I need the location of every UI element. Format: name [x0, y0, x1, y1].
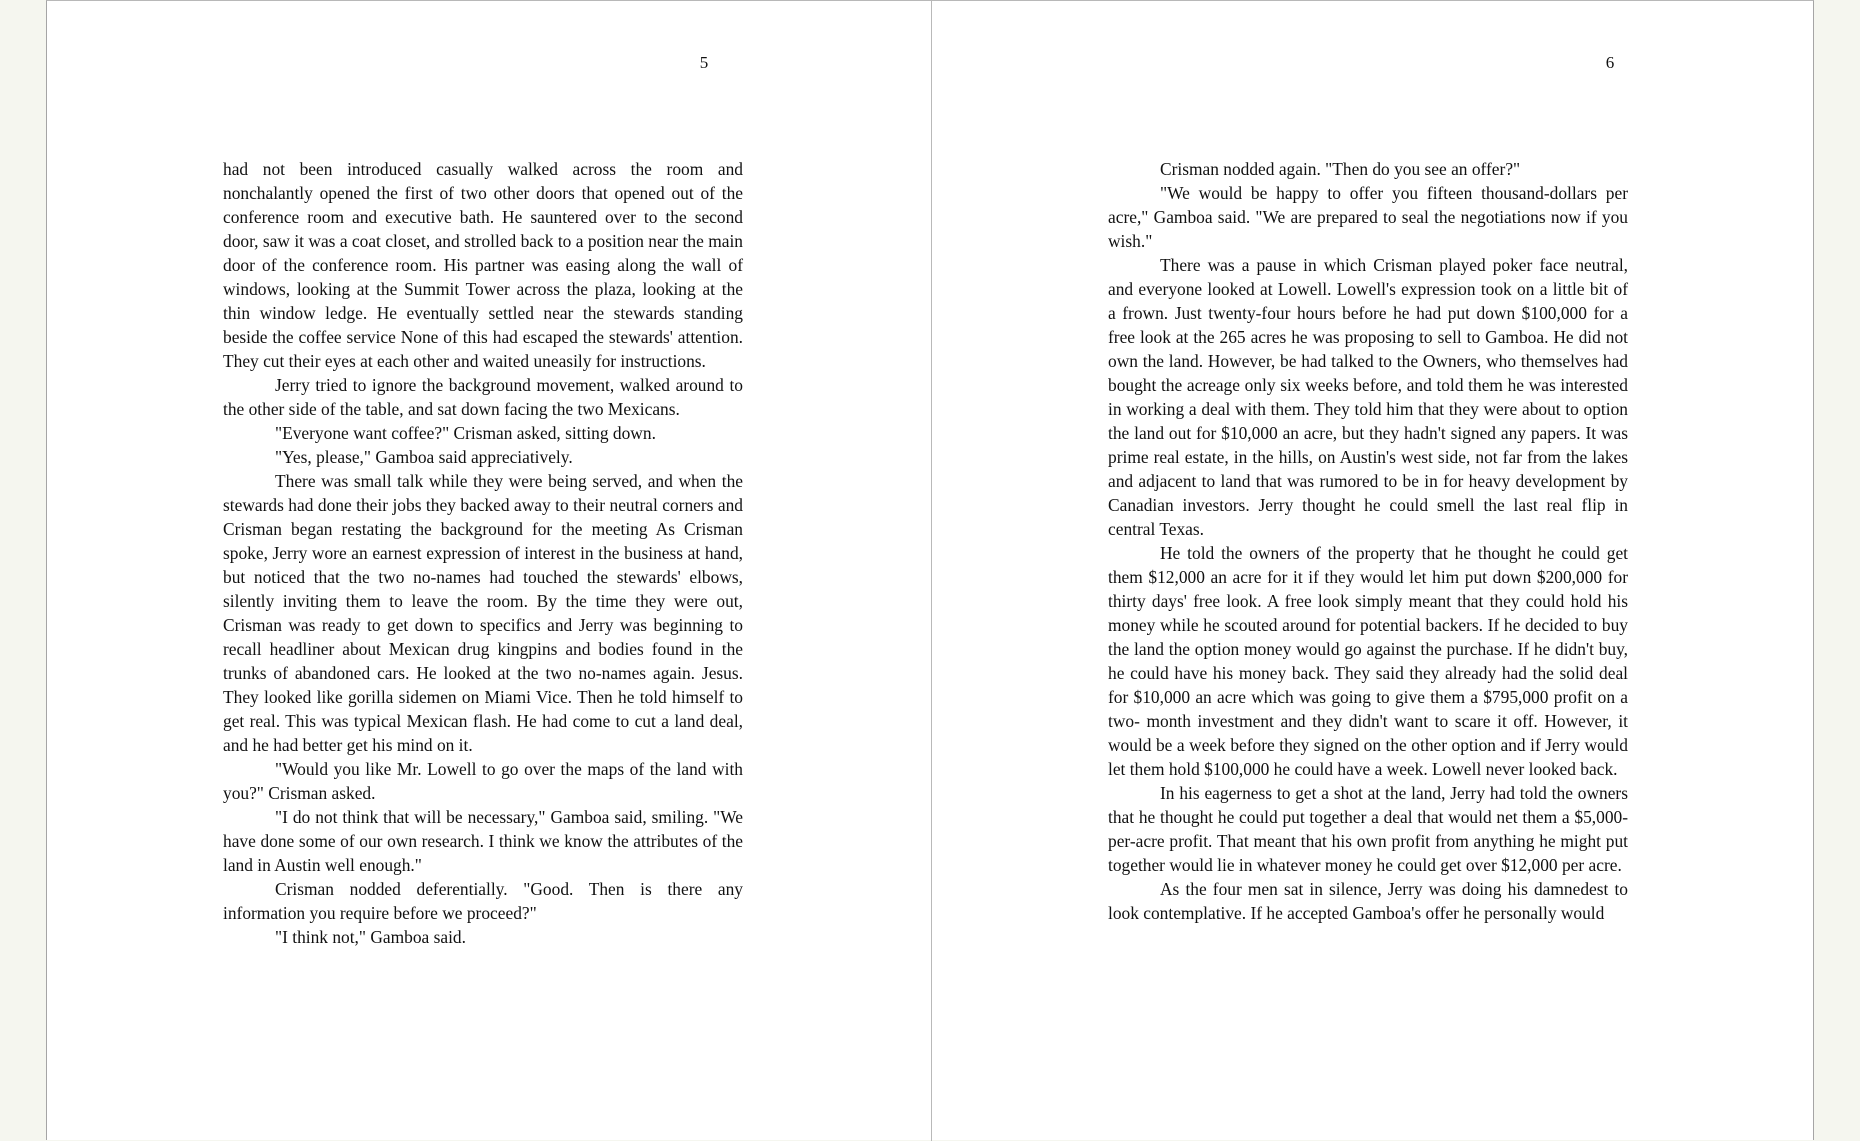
- left-page: [47, 1, 931, 1141]
- paragraph: As the four men sat in silence, Jerry was doing his damnedest to look contemplative. If he accepted Gamboa's offer he personally would: [1108, 879, 1628, 923]
- paragraph: Jerry tried to ignore the background movement, walked around to the other side of the table, and sat down facing the two Mexicans.: [223, 375, 743, 419]
- paragraph: "Yes, please," Gamboa said appreciatively.: [275, 447, 573, 467]
- page-number: 5: [699, 53, 709, 72]
- paragraph: "Would you like Mr. Lowell to go over the maps of the land with you?" Crisman asked.: [223, 759, 743, 803]
- paragraph: In his eagerness to get a shot at the land, Jerry had told the owners that he thought he could put together a deal that would net them a $5,000-per-acre profit. That meant that his own profit from anything he might put together would lie in whatever money he could get over $12,000 per acre.: [1108, 783, 1628, 875]
- paragraph: had not been introduced casually walked across the room and nonchalantly opened the first of two other doors that opened out of the conference room and executive bath. He sauntered over to the second door, saw it was a coat closet, and strolled back to a position near the main door of the conference room. His partner was easing along the wall of windows, looking at the Summit Tower across the plaza, looking at the thin window ledge. He eventually settled near the stewards standing beside the coffee service None of this had escaped the stewards' attention. They cut their eyes at each other and waited uneasily for instructions.: [223, 159, 743, 371]
- paragraph: Crisman nodded again. "Then do you see an offer?": [1160, 159, 1521, 179]
- page-number: 6: [1605, 53, 1615, 72]
- paragraph: "Everyone want coffee?" Crisman asked, sitting down.: [275, 423, 656, 443]
- page-text: [1108, 157, 1628, 925]
- book-spread: [46, 0, 1814, 1140]
- paragraph: He told the owners of the property that he thought he could get them $12,000 an acre for it if they would let him put down $200,000 for thirty days' free look. A free look simply meant that they could hold his money while he scouted around for potential backers. If he decided to buy the land the option money would go against the purchase. If he didn't buy, he could have his money back. They said they already had the solid deal for $10,000 an acre which was going to give them a $795,000 profit on a two- month investment and they didn't want to scare it off. However, it would be a week before they signed on the other option and if Jerry would let them hold $100,000 he could have a week. Lowell never looked back.: [1108, 543, 1628, 779]
- paragraph: "I do not think that will be necessary," Gamboa said, smiling. "We have done some of our own research. I think we know the attributes of the land in Austin well enough.": [223, 807, 743, 875]
- page-text: [223, 157, 743, 949]
- right-page: [932, 1, 1816, 1141]
- paragraph: "We would be happy to offer you fifteen thousand-dollars per acre," Gamboa said. "We are prepared to seal the negotiations now if you wish.": [1108, 183, 1628, 251]
- paragraph: Crisman nodded deferentially. "Good. Then is there any information you require before we proceed?": [223, 879, 743, 923]
- paragraph: "I think not," Gamboa said.: [275, 927, 466, 947]
- paragraph: There was a pause in which Crisman played poker face neutral, and everyone looked at Lowell. Lowell's expression took on a little bit of a frown. Just twenty-four hours before he had put down $100,000 for a free look at the 265 acres he was proposing to sell to Gamboa. He did not own the land. However, be had talked to the Owners, who themselves had bought the acreage only six weeks before, and told them he was interested in working a deal with them. They told him that they were about to option the land out for $10,000 an acre, but they hadn't signed any papers. It was prime real estate, in the hills, on Austin's west side, not far from the lakes and adjacent to land that was rumored to be in for heavy development by Canadian investors. Jerry thought he could smell the last real flip in central Texas.: [1108, 255, 1628, 539]
- paragraph: There was small talk while they were being served, and when the stewards had done their jobs they backed away to their neutral corners and Crisman began restating the background for the meeting As Crisman spoke, Jerry wore an earnest expression of interest in the business at hand, but noticed that the two no-names had touched the stewards' elbows, silently inviting them to leave the room. By the time they were out, Crisman was ready to get down to specifics and Jerry was beginning to recall headliner about Mexican drug kingpins and bodies found in the trunks of abandoned cars. He looked at the two no-names again. Jesus. They looked like gorilla sidemen on Miami Vice. Then he told himself to get real. This was typical Mexican flash. He had come to cut a land deal, and he had better get his mind on it.: [223, 471, 743, 755]
